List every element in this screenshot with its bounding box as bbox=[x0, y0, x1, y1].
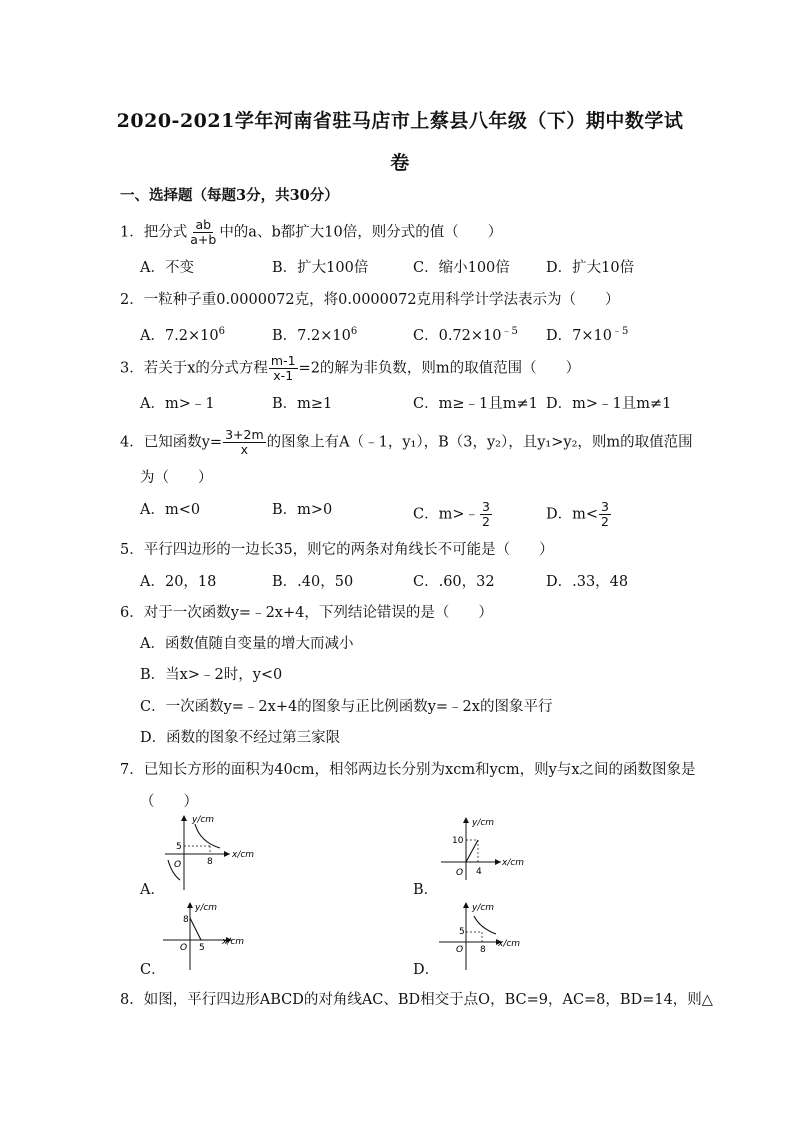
q3-numerator: m-1 bbox=[270, 353, 296, 368]
q7b-x-label: x/cm bbox=[502, 858, 525, 868]
q4-option-c-num: 3 bbox=[482, 499, 490, 514]
q7b-origin: O bbox=[456, 868, 464, 878]
q1-option-b: B．扩大100倍 bbox=[272, 260, 369, 276]
question-4-line2: 为（ ） bbox=[140, 470, 213, 486]
q7-graph-b bbox=[436, 814, 536, 884]
q7-label-b: B． bbox=[413, 882, 439, 898]
q4-option-c-fraction bbox=[480, 500, 492, 529]
q3-post: =2的解为非负数，则m的取值范围（ ） bbox=[298, 360, 581, 377]
q4-option-d-fraction bbox=[599, 500, 611, 529]
q2-option-b-exp: 6 bbox=[350, 326, 358, 337]
exam-title-line2: 卷 bbox=[390, 152, 410, 174]
q7-graph-c bbox=[160, 900, 260, 972]
q6-option-d: D．函数的图象不经过第三家限 bbox=[140, 730, 341, 746]
q5-option-a: A．20，18 bbox=[140, 574, 217, 590]
q6-option-b: B．当x>﹣2时，y<0 bbox=[140, 667, 283, 683]
q7a-tick-5: 5 bbox=[176, 842, 182, 852]
exam-title-line1: 2020-2021学年河南省驻马店市上蔡县八年级（下）期中数学试 bbox=[116, 110, 684, 132]
q3-pre: 3．若关于x的分式方程 bbox=[120, 360, 268, 377]
question-3 bbox=[120, 354, 580, 383]
q1-fraction bbox=[188, 218, 218, 247]
q2-option-b-base: B．7.2×10 bbox=[272, 327, 351, 344]
question-7-line2: （ ） bbox=[140, 794, 198, 810]
q2-option-a-base: A．7.2×10 bbox=[140, 327, 219, 344]
q1-denominator: a+b bbox=[190, 232, 217, 247]
q1-option-a: A．不变 bbox=[140, 260, 194, 276]
q7b-line bbox=[466, 840, 478, 862]
q7d-x-label: x/cm bbox=[498, 939, 521, 949]
q2-option-c bbox=[413, 322, 518, 346]
q4-option-a: A．m<0 bbox=[140, 502, 201, 518]
q7d-tick-5: 5 bbox=[459, 927, 465, 937]
q1-option-c: C．缩小100倍 bbox=[413, 260, 510, 276]
q7a-x-label: x/cm bbox=[232, 850, 255, 860]
q7c-line bbox=[190, 918, 201, 940]
question-1 bbox=[120, 218, 502, 247]
q5-option-d: D．.33，48 bbox=[546, 574, 629, 590]
q7a-curve-right bbox=[195, 824, 220, 848]
q7b-tick-4: 4 bbox=[476, 867, 482, 877]
q2-option-d-exp: ﹣5 bbox=[611, 326, 629, 337]
question-8: 8．如图，平行四边形ABCD的对角线AC、BD相交于点O，BC=9，AC=8，BD=14，则△ bbox=[120, 992, 713, 1008]
q4-option-c bbox=[413, 500, 493, 529]
q4-option-c-text: C．m>﹣ bbox=[413, 506, 479, 523]
q7-label-d: D． bbox=[413, 962, 440, 978]
q4-option-d-text: D．m< bbox=[546, 506, 599, 523]
q7a-tick-8: 8 bbox=[207, 857, 213, 867]
q2-option-a-exp: 6 bbox=[218, 326, 226, 337]
q7b-y-label: y/cm bbox=[472, 818, 495, 828]
q4-denominator: x bbox=[240, 442, 249, 457]
q1-post: 中的a、b都扩大10倍，则分式的值（ ） bbox=[219, 224, 503, 241]
q7a-origin: O bbox=[174, 860, 182, 870]
question-6: 6．对于一次函数y=﹣2x+4，下列结论错误的是（ ） bbox=[120, 605, 493, 621]
q7c-tick-5: 5 bbox=[199, 943, 205, 953]
q4-option-d-den: 2 bbox=[601, 514, 609, 529]
q7-graph-a bbox=[160, 812, 260, 894]
q7b-tick-10: 10 bbox=[452, 836, 464, 846]
q7c-tick-8: 8 bbox=[183, 915, 189, 925]
q7d-tick-8: 8 bbox=[480, 945, 486, 955]
q4-post: 的图象上有A（﹣1，y₁），B（3，y₂），且y₁>y₂，则m的取值范围 bbox=[266, 434, 693, 451]
q2-option-d bbox=[546, 322, 628, 346]
q1-option-d: D．扩大10倍 bbox=[546, 260, 635, 276]
q2-option-b bbox=[272, 322, 357, 346]
q2-option-d-base: D．7×10 bbox=[546, 327, 612, 344]
q1-pre: 1．把分式 bbox=[120, 224, 188, 241]
q4-option-c-den: 2 bbox=[482, 514, 490, 529]
q7-label-a: A． bbox=[140, 882, 165, 898]
q6-option-a: A．函数值随自变量的增大而减小 bbox=[140, 636, 354, 652]
q4-option-d bbox=[546, 500, 612, 529]
question-4 bbox=[120, 428, 693, 457]
question-7: 7．已知长方形的面积为40cm，相邻两边长分别为xcm和ycm，则y与x之间的函数图象是 bbox=[120, 762, 696, 778]
q5-option-c: C．.60，32 bbox=[413, 574, 495, 590]
q4-option-b: B．m>0 bbox=[272, 502, 333, 518]
q2-option-a bbox=[140, 322, 225, 346]
q3-option-a: A．m>﹣1 bbox=[140, 396, 215, 412]
q2-option-c-exp: ﹣5 bbox=[501, 326, 518, 337]
q7-graph-d bbox=[436, 900, 536, 972]
q3-denominator: x-1 bbox=[273, 368, 294, 383]
q7a-y-label: y/cm bbox=[192, 815, 215, 825]
q7d-y-label: y/cm bbox=[472, 903, 495, 913]
q7c-x-label: x/cm bbox=[222, 937, 245, 947]
question-5: 5．平行四边形的一边长35，则它的两条对角线长不可能是（ ） bbox=[120, 542, 554, 558]
q7-label-c: C． bbox=[140, 962, 166, 978]
q3-fraction bbox=[269, 354, 298, 383]
section-heading: 一、选择题（每题3分，共30分） bbox=[120, 187, 339, 204]
q7d-curve bbox=[474, 916, 496, 934]
q4-fraction bbox=[223, 428, 266, 457]
q7c-y-label: y/cm bbox=[195, 903, 218, 913]
q4-pre: 4．已知函数y= bbox=[120, 434, 223, 451]
q3-option-d: D．m>﹣1且m≠1 bbox=[546, 396, 672, 412]
q7d-origin: O bbox=[456, 945, 464, 955]
q7c-origin: O bbox=[180, 943, 188, 953]
q4-option-d-num: 3 bbox=[601, 499, 609, 514]
q2-option-c-base: C．0.72×10 bbox=[413, 327, 502, 344]
q1-numerator: ab bbox=[195, 217, 212, 232]
q3-option-c: C．m≥﹣1且m≠1 bbox=[413, 396, 538, 412]
q5-option-b: B．.40，50 bbox=[272, 574, 354, 590]
question-2: 2．一粒种子重0.0000072克，将0.0000072克用科学计学法表示为（ ） bbox=[120, 292, 620, 308]
q6-option-c: C．一次函数y=﹣2x+4的图象与正比例函数y=﹣2x的图象平行 bbox=[140, 699, 553, 715]
q4-numerator: 3+2m bbox=[225, 427, 264, 442]
q3-option-b: B．m≥1 bbox=[272, 396, 333, 412]
